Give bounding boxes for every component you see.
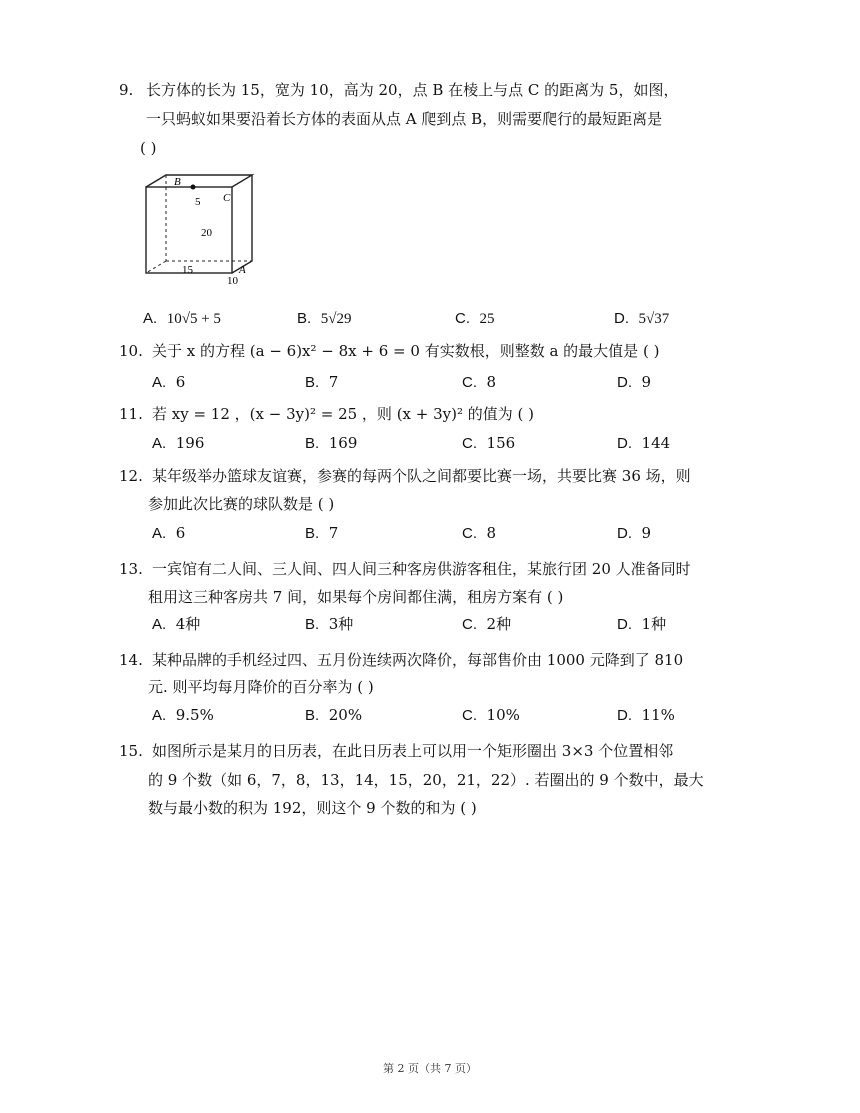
question-text-line: 如图所示是某月的日历表，在此日历表上可以用一个矩形圈出 3×3 个位置相邻: [152, 742, 674, 760]
option-b: B. 7: [305, 373, 339, 391]
option-b: B. 5√29: [297, 310, 352, 327]
answer-bracket: ( ): [140, 139, 157, 157]
question-text-line: 若 xy = 12 ，(x − 3y)² = 25 ，则 (x + 3y)² 的值为 ( ): [152, 405, 534, 423]
option-d: D. 144: [617, 434, 671, 452]
question-number: 9.: [119, 81, 134, 99]
option-c: C. 25: [455, 310, 495, 327]
question-number: 14.: [119, 651, 143, 669]
question-text-line: 长方体的长为 15，宽为 10，高为 20，点 B 在棱上与点 C 的距离为 5，如图，: [146, 81, 679, 99]
option-d: D. 11%: [617, 706, 675, 724]
option-b: B. 169: [305, 434, 358, 452]
option-c: C. 8: [462, 373, 497, 391]
cuboid-figure: [138, 170, 258, 290]
option-b: B. 20%: [305, 706, 363, 724]
option-a: A. 6: [152, 373, 186, 391]
option-c: C. 10%: [462, 706, 520, 724]
option-c: C. 2种: [462, 615, 512, 633]
option-a: A. 10√5 + 5: [143, 310, 221, 327]
point-b-dot: [191, 185, 196, 190]
question-text-line: 某种品牌的手机经过四、五月份连续两次降价，每部售价由 1000 元降到了 810: [152, 651, 684, 669]
option-d: D. 9: [617, 373, 652, 391]
question-text-line: 一只蚂蚁如果要沿着长方体的表面从点 A 爬到点 B，则需要爬行的最短距离是: [146, 110, 663, 128]
question-number: 15.: [119, 742, 143, 760]
label-a: A: [239, 264, 246, 276]
question-text-line: 某年级举办篮球友谊赛，参赛的每两个队之间都要比赛一场，共要比赛 36 场，则: [152, 467, 691, 485]
option-a: A. 4种: [152, 615, 201, 633]
question-number: 11.: [119, 405, 143, 423]
label-b: B: [174, 176, 181, 188]
question-number: 10.: [119, 342, 143, 360]
question-text-line: 元. 则平均每月降价的百分率为 ( ): [148, 678, 374, 696]
label-length-20: 20: [201, 227, 212, 239]
question-number: 12.: [119, 467, 143, 485]
option-a: A. 6: [152, 524, 186, 542]
question-text-line: 数与最小数的积为 192，则这个 9 个数的和为 ( ): [148, 799, 477, 817]
question-text-line: 参加此次比赛的球队数是 ( ): [148, 495, 335, 513]
question-text-line: 关于 x 的方程 (a − 6)x² − 8x + 6 = 0 有实数根，则整数 a 的最大值是 ( ): [152, 342, 660, 360]
option-c: C. 156: [462, 434, 516, 452]
option-b: B. 3种: [305, 615, 354, 633]
option-d: D. 1种: [617, 615, 667, 633]
option-d: D. 5√37: [614, 310, 670, 327]
option-a: A. 9.5%: [152, 706, 214, 724]
option-b: B. 7: [305, 524, 339, 542]
question-text-line: 租用这三种客房共 7 间，如果每个房间都住满，租房方案有 ( ): [148, 588, 564, 606]
option-a: A. 196: [152, 434, 205, 452]
option-c: C. 8: [462, 524, 497, 542]
label-length-5: 5: [195, 196, 201, 208]
option-d: D. 9: [617, 524, 652, 542]
question-text-line: 一宾馆有二人间、三人间、四人间三种客房供游客租住，某旅行团 20 人准备同时: [152, 560, 691, 578]
label-c: C: [223, 192, 231, 204]
page-footer: 第 2 页（共 7 页）: [383, 1062, 477, 1075]
label-length-10: 10: [227, 275, 238, 287]
question-number: 13.: [119, 560, 143, 578]
label-length-15: 15: [182, 264, 193, 276]
question-text-line: 的 9 个数（如 6，7，8，13，14，15，20，21，22）. 若圈出的 9 个数中，最大: [148, 771, 704, 789]
